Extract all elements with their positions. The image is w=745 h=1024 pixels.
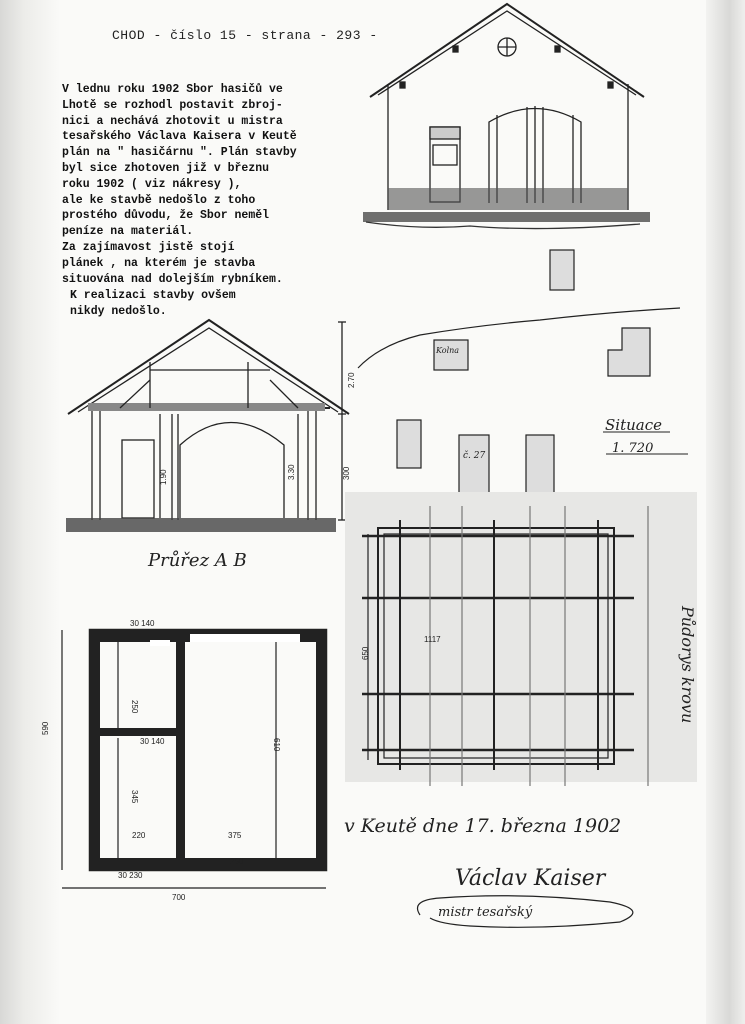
note-line: K realizaci stavby ovšem [70, 289, 236, 302]
building-label: Kolna [436, 346, 460, 355]
signature-title: mistr tesařský [438, 905, 533, 920]
dim-roof-height: 2.70 [347, 372, 356, 388]
article-line: tesařského Václava Kaisera v Keutě [62, 130, 297, 144]
dim-truss-height: 650 [361, 646, 370, 660]
dim-plan-left: 250 [130, 700, 139, 714]
floor-plan-drawing [62, 630, 326, 888]
article-line: byl sice zhotoven již v březnu [62, 161, 270, 175]
situation-scale: 1. 720 [612, 441, 654, 456]
article-line: plán na " hasičárnu ". Plán stavby [62, 146, 297, 160]
plot-number: č. 27 [463, 451, 486, 461]
article-line: plánek , na kterém je stavba [62, 256, 256, 270]
note-line: nikdy nedošlo. [70, 305, 167, 318]
truss-plan-drawing [345, 492, 697, 786]
article-line: situována nad dolejším rybníkem. [62, 272, 283, 286]
cross-section-drawing [66, 320, 349, 532]
article-line: peníze na materiál. [62, 225, 194, 239]
dim-plan-left2: 345 [130, 790, 139, 804]
signature-name: Václav Kaiser [455, 866, 606, 891]
dim-plan-bottom4: 30 230 [118, 871, 143, 880]
article-line: prostého důvodu, že Sbor neměl [62, 209, 270, 223]
article-line: V lednu roku 1902 Sbor hasičů ve [62, 83, 283, 96]
article-line: Lhotě se rozhodl postavit zbroj- [62, 98, 283, 112]
dim-plan-bottom2: 375 [228, 831, 242, 840]
article-line: ale ke stavbě nedošlo z toho [62, 193, 256, 207]
situation-plan [358, 250, 680, 493]
signature-date: v Keutě dne 17. března 1902 [344, 815, 622, 837]
article-line: roku 1902 ( viz nákresy ), [62, 177, 242, 191]
dim-plan-length: 700 [172, 893, 186, 902]
page-header: CHOD - číslo 15 - strana - 293 - [112, 28, 378, 43]
dim-truss-width: 1117 [424, 635, 441, 644]
dim-plan-mid: 30 140 [140, 737, 165, 746]
truss-plan-label: Půdorys krovu [678, 606, 697, 724]
section-label: Průřez A B [148, 550, 247, 571]
dim-plan-inner: 610 [272, 738, 281, 752]
article-line: Za zajímavost jistě stojí [62, 240, 235, 254]
dim-section-total: 300 [342, 466, 351, 480]
article-line: nici a nechává zhotovit u mistra [62, 114, 283, 128]
dim-plan-bottom3: 280 [230, 857, 244, 866]
dim-section-right: 3.30 [287, 464, 296, 480]
dim-plan-side: 590 [41, 721, 50, 735]
front-elevation-drawing [363, 4, 650, 229]
dim-section-left: 1.90 [159, 469, 168, 485]
dim-plan-top: 30 140 [130, 619, 155, 628]
situation-label: Situace [605, 416, 662, 434]
dim-plan-bottom1: 220 [132, 831, 146, 840]
